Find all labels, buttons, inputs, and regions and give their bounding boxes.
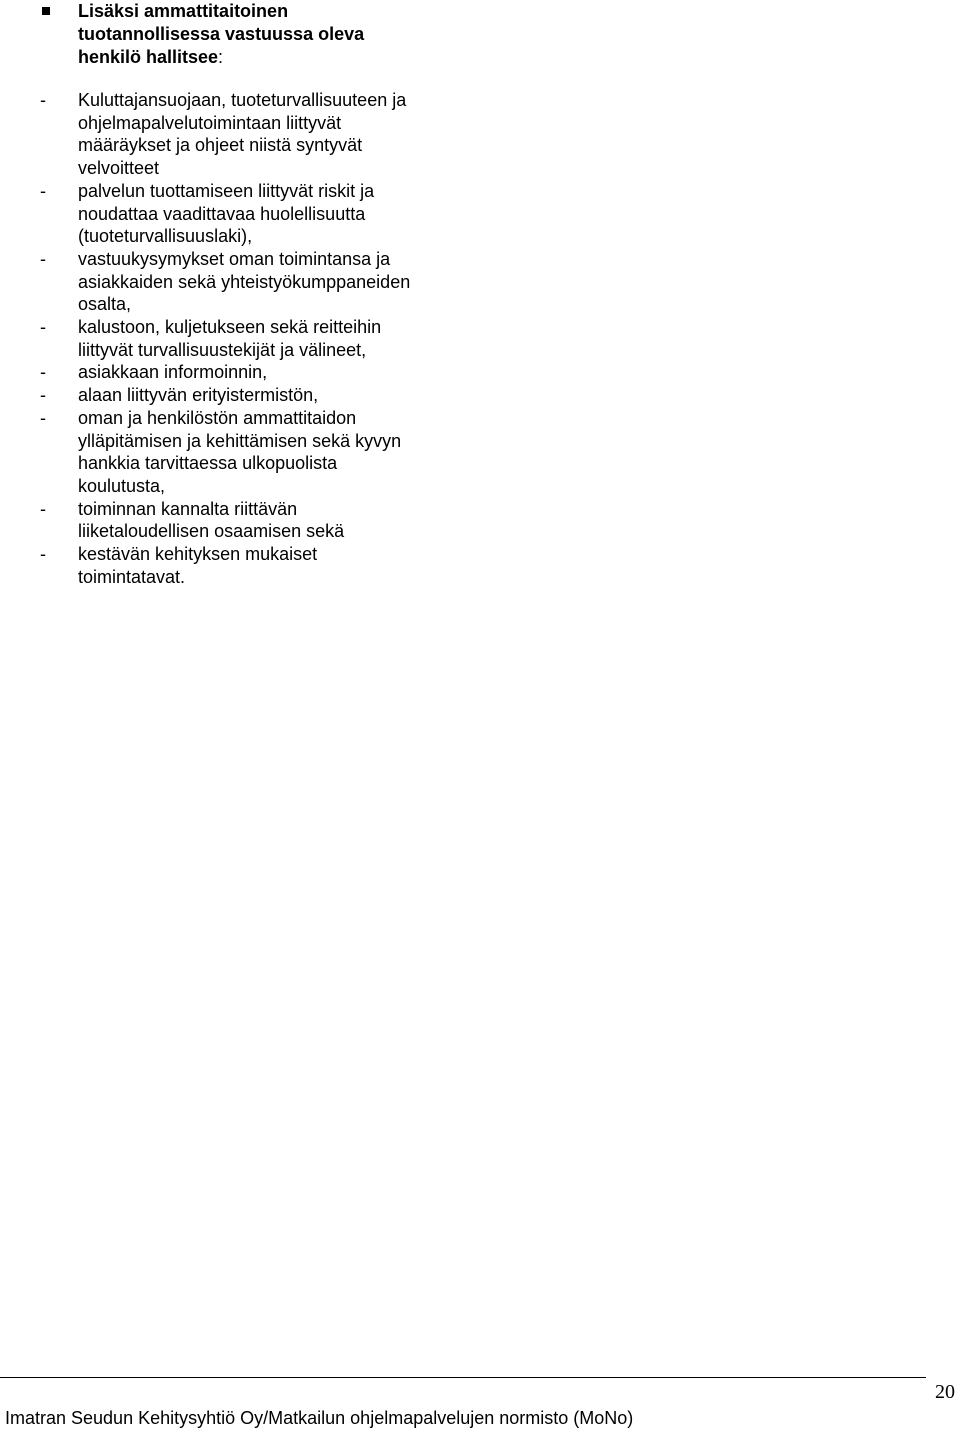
list-item-line: oman ja henkilöstön ammattitaidon: [78, 407, 357, 428]
list-item: [0, 180, 960, 248]
footer-divider: [0, 1377, 926, 1378]
heading-line: Lisäksi ammattitaitoinen: [78, 1, 289, 21]
list-item-line: liiketaloudellisen osaamisen sekä: [78, 521, 345, 542]
list-item: [0, 361, 960, 384]
list-item-line: kalustoon, kuljetukseen sekä reitteihin: [78, 317, 382, 338]
list-item-line: asiakkaiden sekä yhteistyökumppaneiden: [78, 271, 411, 292]
list-item-line: ohjelmapalvelutoimintaan liittyvät: [78, 112, 342, 133]
dash-marker: -: [40, 498, 46, 519]
list-item-line: Kuluttajansuojaan, tuoteturvallisuuteen ja: [78, 90, 407, 110]
heading-line: [78, 46, 498, 69]
list-item-line: koulutusta,: [78, 475, 166, 496]
dash-marker: -: [40, 385, 46, 406]
list-item-line: vastuukysymykset oman toimintansa ja: [78, 248, 391, 269]
list-item: [0, 89, 960, 180]
list-item-line: asiakkaan informoinnin,: [78, 362, 268, 383]
dash-marker: -: [40, 544, 46, 565]
dash-marker: -: [40, 317, 46, 338]
heading-line-text: henkilö hallitsee: [78, 47, 219, 67]
list-item-line: alaan liittyvän erityistermistön,: [78, 385, 319, 406]
dash-marker: -: [40, 90, 46, 110]
dash-marker: -: [40, 407, 46, 428]
list-item-line: ylläpitämisen ja kehittämisen sekä kyvyn: [78, 430, 402, 451]
list-item: [0, 498, 960, 543]
dash-marker: -: [40, 180, 46, 201]
page-number: 20: [935, 1381, 955, 1403]
list-item-line: (tuoteturvallisuuslaki),: [78, 226, 253, 247]
list-item: [0, 316, 960, 361]
dash-marker: -: [40, 248, 46, 269]
list-item-line: hankkia tarvittaessa ulkopuolista: [78, 453, 338, 474]
list-item-line: toiminnan kannalta riittävän: [78, 498, 298, 519]
section-heading: [78, 0, 498, 69]
square-bullet-icon: [42, 7, 50, 15]
competence-list: [0, 89, 960, 588]
list-item-line: kestävän kehityksen mukaiset: [78, 544, 318, 565]
heading-line: tuotannollisessa vastuussa oleva: [78, 24, 365, 44]
list-item: [0, 384, 960, 407]
list-item-line: määräykset ja ohjeet niistä syntyvät: [78, 135, 363, 156]
dash-marker: -: [40, 362, 46, 383]
list-item-line: osalta,: [78, 294, 132, 315]
list-item-line: noudattaa vaadittavaa huolellisuutta: [78, 203, 366, 224]
list-item-line: palvelun tuottamiseen liittyvät riskit ja: [78, 180, 375, 201]
list-item-line: velvoitteet: [78, 158, 160, 179]
list-item: [0, 248, 960, 316]
list-item-line: toimintatavat.: [78, 566, 186, 587]
heading-colon: :: [218, 47, 224, 67]
list-item: [0, 543, 960, 588]
footer-text: Imatran Seudun Kehitysyhtiö Oy/Matkailun ohjelmapalvelujen normisto (MoNo): [5, 1408, 634, 1428]
list-item-line: liittyvät turvallisuustekijät ja välineet,: [78, 339, 367, 360]
list-item: [0, 407, 960, 498]
